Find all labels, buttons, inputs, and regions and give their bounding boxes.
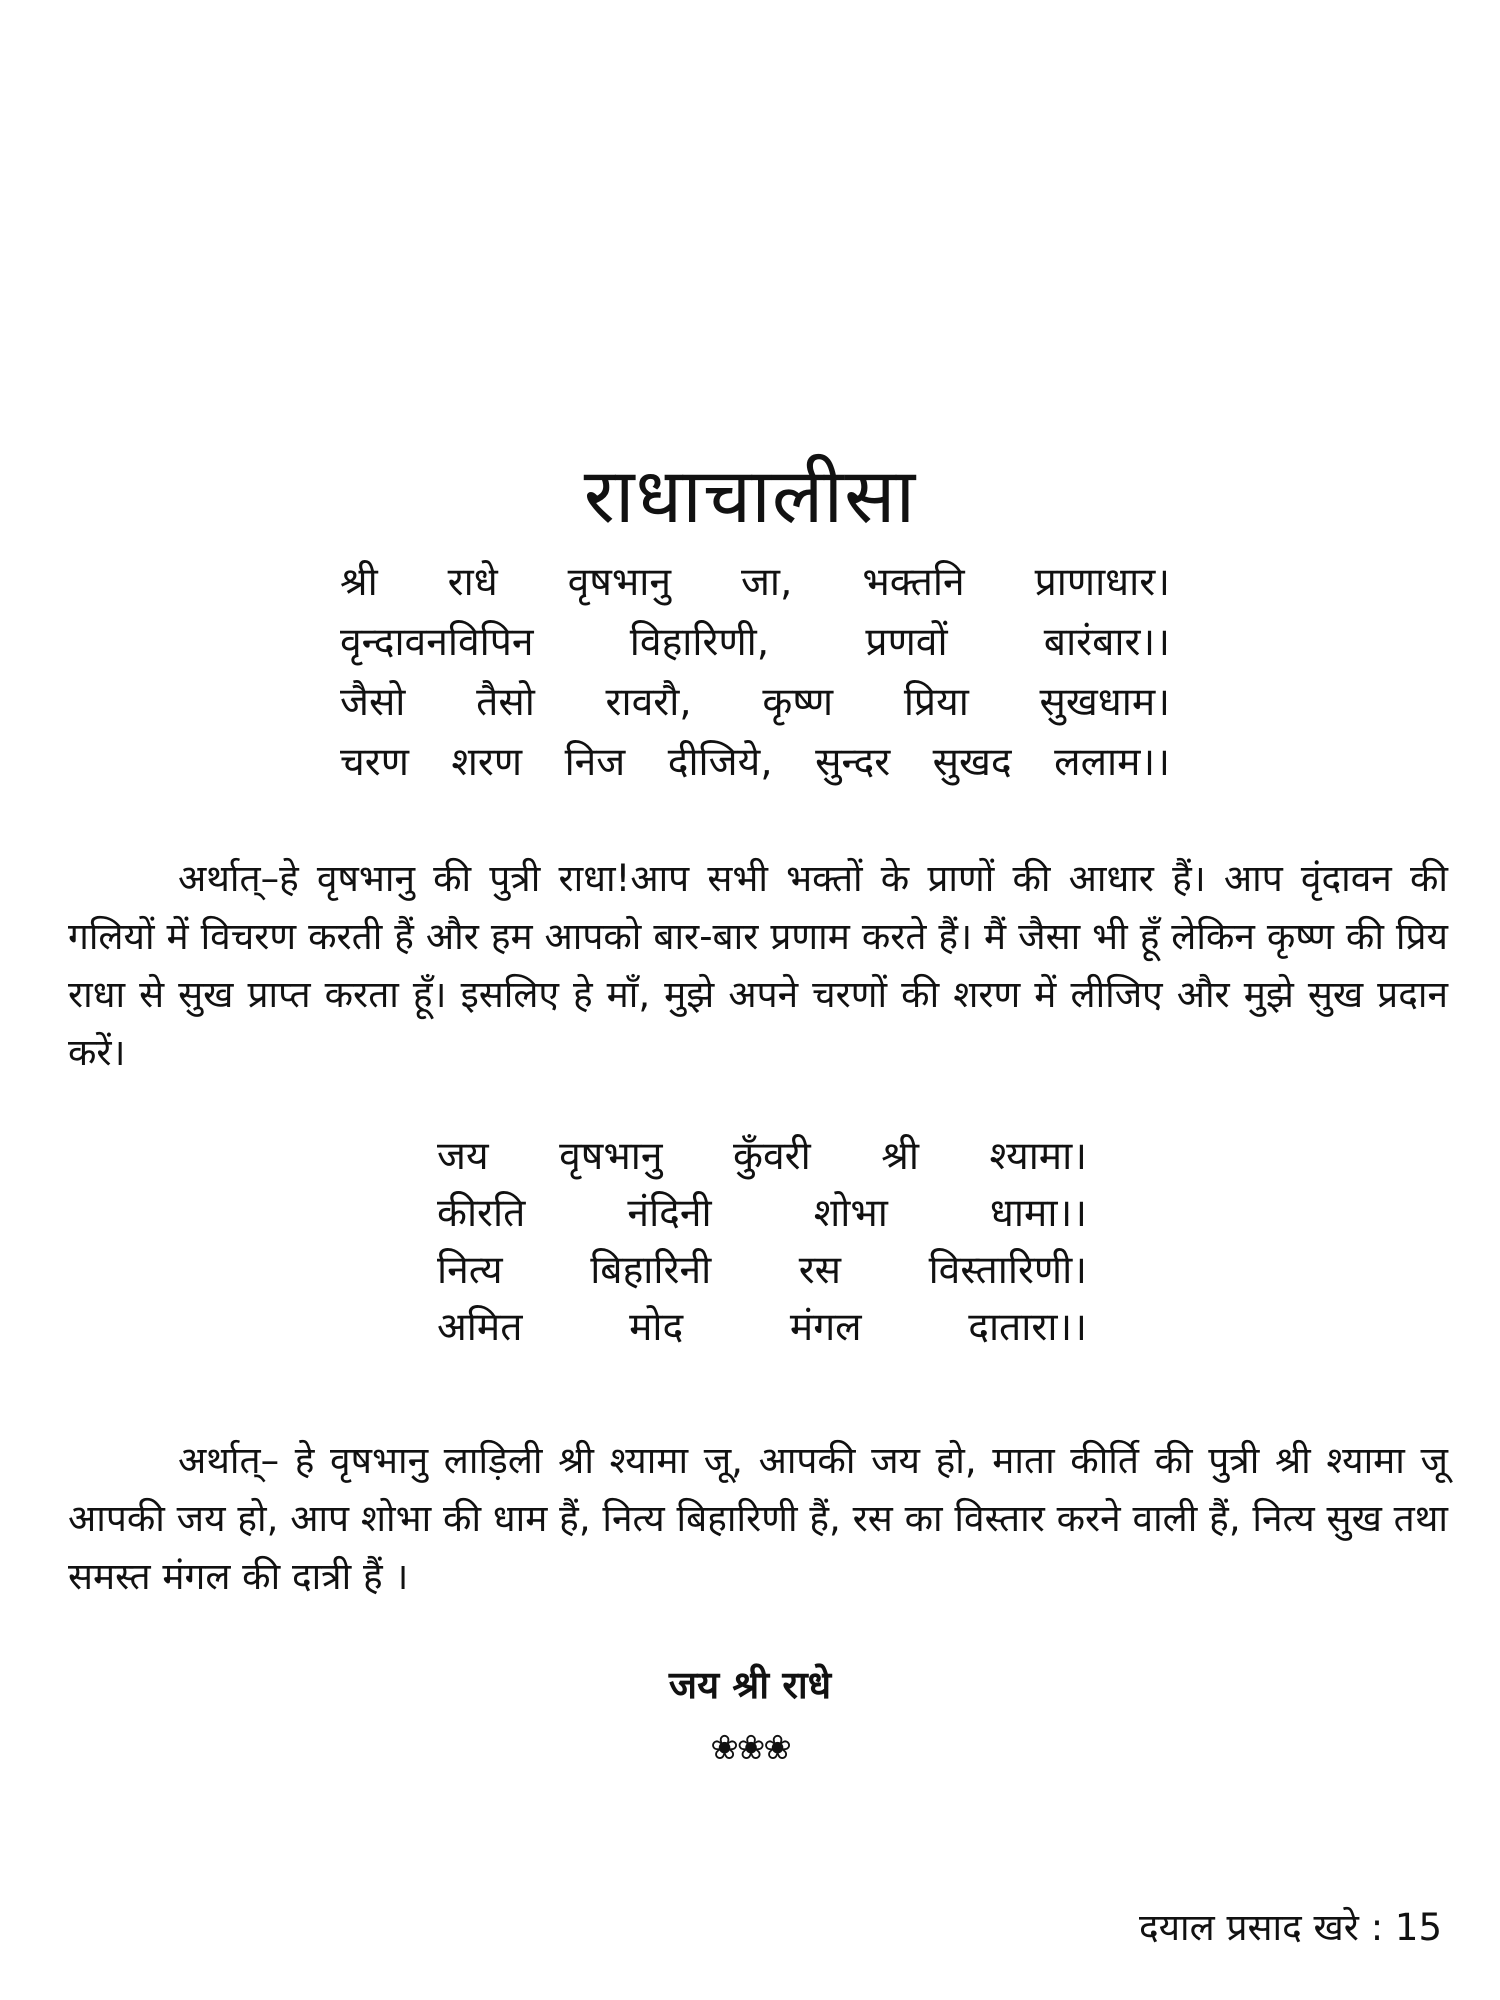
meaning-paragraph-2: अर्थात्– हे वृषभानु लाड़िली श्री श्यामा जू, आपकी जय हो, माता कीर्ति की पुत्री श्री श्यामा जू आपकी जय हो, आप शोभा की धाम हैं, नित्य बिहारिणी हैं, रस का विस्तार करने वाली हैं, नित्य सुख तथा समस्त मंगल की दात्री हैं । <box>68 1439 1448 1598</box>
chaupai-line: जय वृषभानु कुँवरी श्री श्यामा। <box>437 1134 1087 1179</box>
doha-line: चरण शरण निज दीजिये, सुन्दर सुखद ललाम।। <box>340 740 1170 785</box>
page-title: राधाचालीसा <box>583 450 917 540</box>
flower-ornament-icon: ❀❀❀ <box>710 1728 790 1768</box>
doha-line: वृन्दावनविपिन विहारिणी, प्रणवों बारंबार।। <box>340 620 1170 665</box>
chaupai-verse <box>437 1128 1087 1356</box>
chaupai-line: अमित मोद मंगल दातारा।। <box>437 1305 1087 1350</box>
doha-line: जैसो तैसो रावरौ, कृष्ण प्रिया सुखधाम। <box>340 680 1170 725</box>
chaupai-line: कीरति नंदिनी शोभा धामा।। <box>437 1191 1087 1236</box>
meaning-paragraph-1: अर्थात्–हे वृषभानु की पुत्री राधा!आप सभी भक्तों के प्राणों की आधार हैं। आप वृंदावन की गलियों में विचरण करती हैं और हम आपको बार-बार प्रणाम करते हैं। मैं जैसा भी हूँ लेकिन कृष्ण की प्रिय राधा से सुख प्राप्त करता हूँ। इसलिए हे माँ, मुझे अपने चरणों की शरण में लीजिए और मुझे सुख प्रदान करें। <box>68 857 1448 1074</box>
doha-line: श्री राधे वृषभानु जा, भक्तनि प्राणाधार। <box>340 560 1170 605</box>
closing-salutation: जय श्री राधे <box>668 1663 832 1707</box>
doha-verse <box>340 553 1170 793</box>
page-footer: दयाल प्रसाद खरे : 15 <box>1138 1906 1442 1949</box>
chaupai-line: नित्य बिहारिनी रस विस्तारिणी। <box>437 1248 1087 1293</box>
